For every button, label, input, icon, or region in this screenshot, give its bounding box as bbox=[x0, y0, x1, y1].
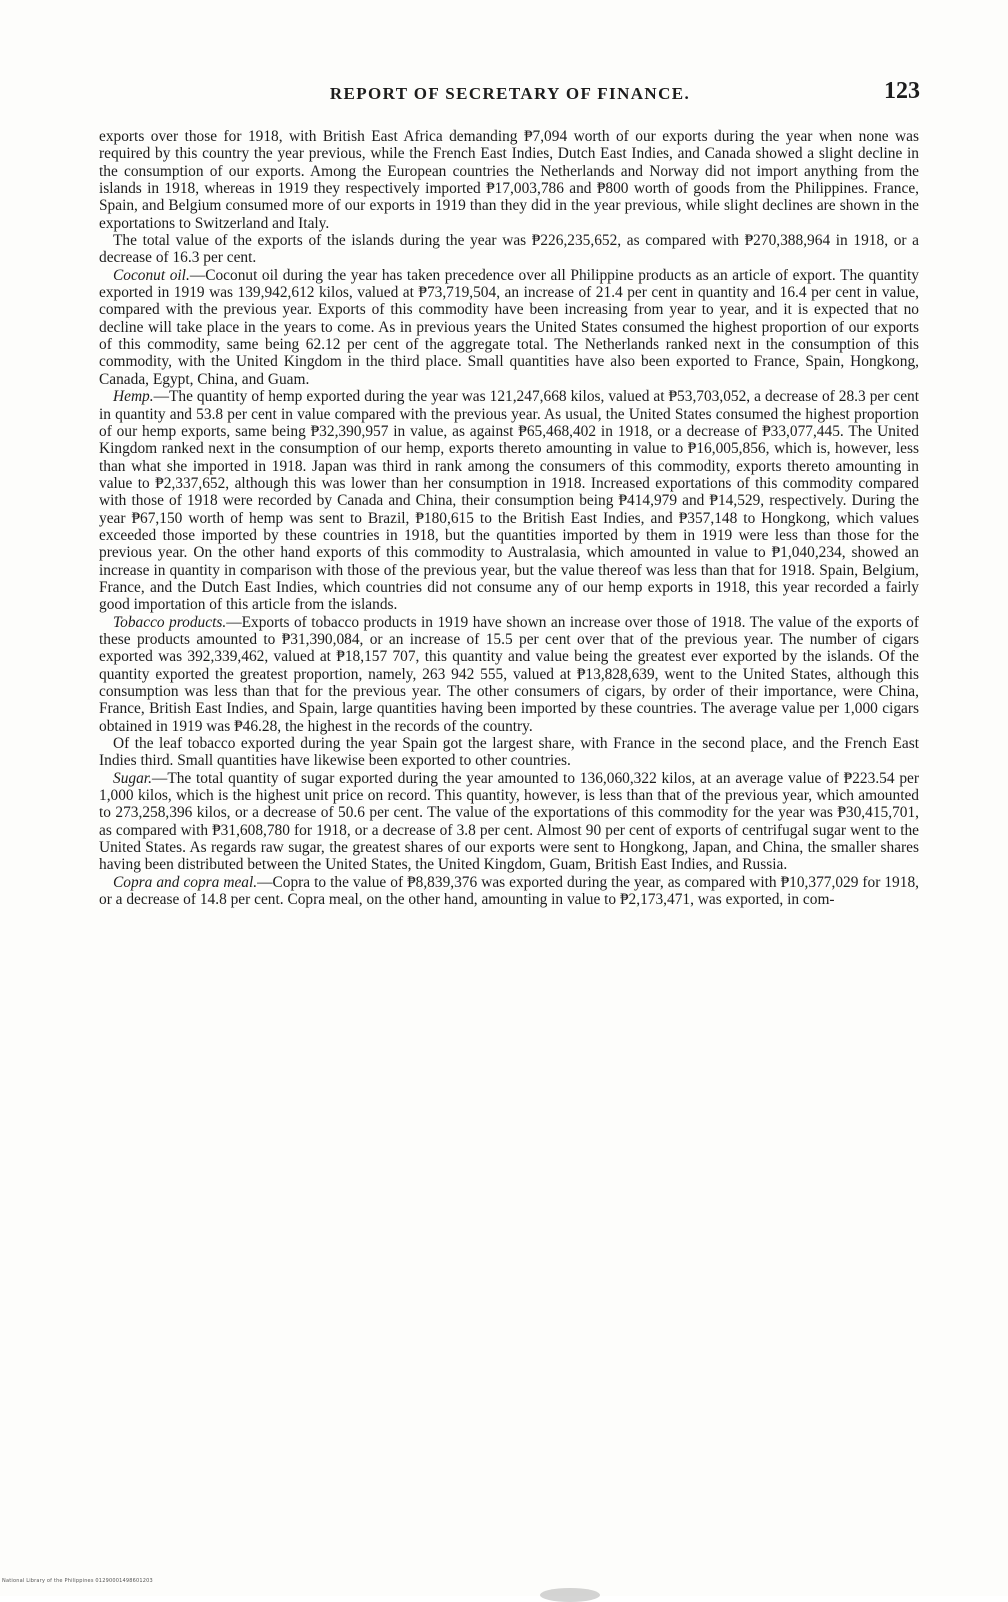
page-edge-shadow bbox=[540, 1588, 600, 1602]
library-stamp: National Library of the Philippines 01290001498601203 bbox=[2, 1578, 153, 1584]
paragraph-text: —The total quantity of sugar exported during the year amounted to 136,060,322 kilos, at an average value of ₱223.54 per 1,000 kilos, which is the highest unit price on record. This quantity, however, is less than that of the previous year, which amounted to 273,258,396 kilos, or a decrease of 50.6 per cent. The value of the exportations of this commodity for the year was ₱30,415,701, as compared with ₱31,608,780 for 1918, or a decrease of 3.8 per cent. Almost 90 per cent of exports of centrifugal sugar went to the United States. As regards raw sugar, the greatest shares of our exports were sent to Hongkong, Japan, and China, the smaller shares having been distributed between the United States, the United Kingdom, Guam, British East Indies, and Russia. bbox=[99, 769, 919, 874]
paragraph-coconut-oil bbox=[99, 267, 919, 388]
body-text bbox=[99, 128, 919, 908]
paragraph-text: Of the leaf tobacco exported during the year Spain got the largest share, with France in the second place, and the French East Indies third. Small quantities have likewise been exported to other countries. bbox=[99, 735, 919, 770]
page-number: 123 bbox=[884, 78, 920, 104]
paragraph-text: The total value of the exports of the islands during the year was ₱226,235,652, as compared with ₱270,388,964 in 1918, or a decrease of 16.3 per cent. bbox=[99, 232, 919, 267]
paragraph-text: —Coconut oil during the year has taken precedence over all Philippine products as an article of export. The quantity exported in 1919 was 139,942,612 kilos, valued at ₱73,719,504, an increase of 21.4 per cent in quantity and 16.4 per cent in value, compared with the previous year. Exports of this commodity have been increasing from year to year, and it is expected that no decline will take place in the years to come. As in previous years the United States consumed the highest proportion of our exports of this commodity, same being 62.12 per cent of the aggregate total. The Netherlands ranked next in the consumption of this commodity, with the United Kingdom in the third place. Small quantities have also been exported to France, Spain, Hongkong, Canada, Egypt, China, and Guam. bbox=[99, 266, 919, 388]
section-heading-hemp: Hemp. bbox=[113, 388, 154, 406]
paragraph-text: —The quantity of hemp exported during the year was 121,247,668 kilos, valued at ₱53,703,052, a decrease of 28.3 per cent in quantity and 53.8 per cent in value compared with the previous year. As usual, the United States consumed the highest proportion of our hemp exports, same being ₱32,390,957 in value, as against ₱65,468,402 in 1918, or a decrease of ₱33,077,445. The United Kingdom ranked next in the consumption of our hemp, exports thereto amounting in value to ₱16,005,856, which is, however, less than what she imported in 1918. Japan was third in rank among the consumers of this commodity, exports thereto amounting in value to ₱2,337,652, although this was lower than her consumption in 1918. Increased exportations of this commodity compared with those of 1918 were recorded by Canada and China, their consumption being ₱414,979 and ₱14,529, respectively. During the year ₱67,150 worth of hemp was sent to Brazil, ₱180,615 to the British East Indies, and ₱357,148 to Hongkong, which values exceeded those imported by these countries in 1918, but the quantities imported by them in 1919 were less than those for the previous year. On the other hand exports of this commodity to Australasia, which amounted in value to ₱1,040,234, showed an increase in quantity in comparison with those of the previous year, but the value thereof was less than that for 1918. Spain, Belgium, France, and the Dutch East Indies, which countries did not consume any of our hemp exports in 1918, this year recorded a fairly good importation of this article from the islands. bbox=[99, 388, 919, 614]
paragraph-text: exports over those for 1918, with British East Africa demanding ₱7,094 worth of our exports during the year when none was required by this country the year previous, while the French East Indies, Dutch East Indies, and Canada showed a slight decline in the consumption of our exports. Among the European countries the Netherlands and Norway did not import anything from the islands in 1918, whereas in 1919 they respectively imported ₱17,003,786 and ₱800 worth of goods from the Philippines. France, Spain, and Belgium consumed more of our exports in 1919 than they did in the year previous, while slight declines are shown in the exportations to Switzerland and Italy. bbox=[99, 128, 919, 232]
paragraph-hemp bbox=[99, 388, 919, 613]
section-heading-coconut-oil: Coconut oil. bbox=[113, 266, 190, 284]
paragraph-text: —Exports of tobacco products in 1919 have shown an increase over those of 1918. The value of the exports of these products amounted to ₱31,390,084, or an increase of 15.5 per cent over that of the previous year. The number of cigars exported was 392,339,462, valued at ₱18,157 707, this quantity and value being the greatest ever exported by the islands. Of the quantity exported the greatest proportion, namely, 263 942 555, valued at ₱13,828,639, went to the United States, although this consumption was less than that for the previous year. The other consumers of cigars, by order of their importance, were China, France, British East Indies, and Spain, large quantities having been imported by these countries. The average value per 1,000 cigars obtained in 1919 was ₱46.28, the highest in the records of the country. bbox=[99, 613, 919, 735]
section-heading-copra: Copra and copra meal. bbox=[113, 873, 258, 891]
paragraph-tobacco-products bbox=[99, 614, 919, 735]
paragraph-exports-continuation bbox=[99, 128, 919, 232]
paragraph-text: —Copra to the value of ₱8,839,376 was exported during the year, as compared with ₱10,377,029 for 1918, or a decrease of 14.8 per cent. Copra meal, on the other hand, amounting in value to ₱2,173,471, was exported, in com- bbox=[99, 873, 919, 909]
section-heading-tobacco-products: Tobacco products. bbox=[113, 613, 227, 631]
paragraph-leaf-tobacco bbox=[99, 735, 919, 770]
paragraph-total-exports bbox=[99, 232, 919, 267]
paragraph-copra bbox=[99, 874, 919, 909]
section-heading-sugar: Sugar. bbox=[113, 769, 152, 787]
running-header bbox=[100, 78, 920, 112]
running-title: REPORT OF SECRETARY OF FINANCE. bbox=[329, 84, 691, 103]
paragraph-sugar bbox=[99, 770, 919, 874]
